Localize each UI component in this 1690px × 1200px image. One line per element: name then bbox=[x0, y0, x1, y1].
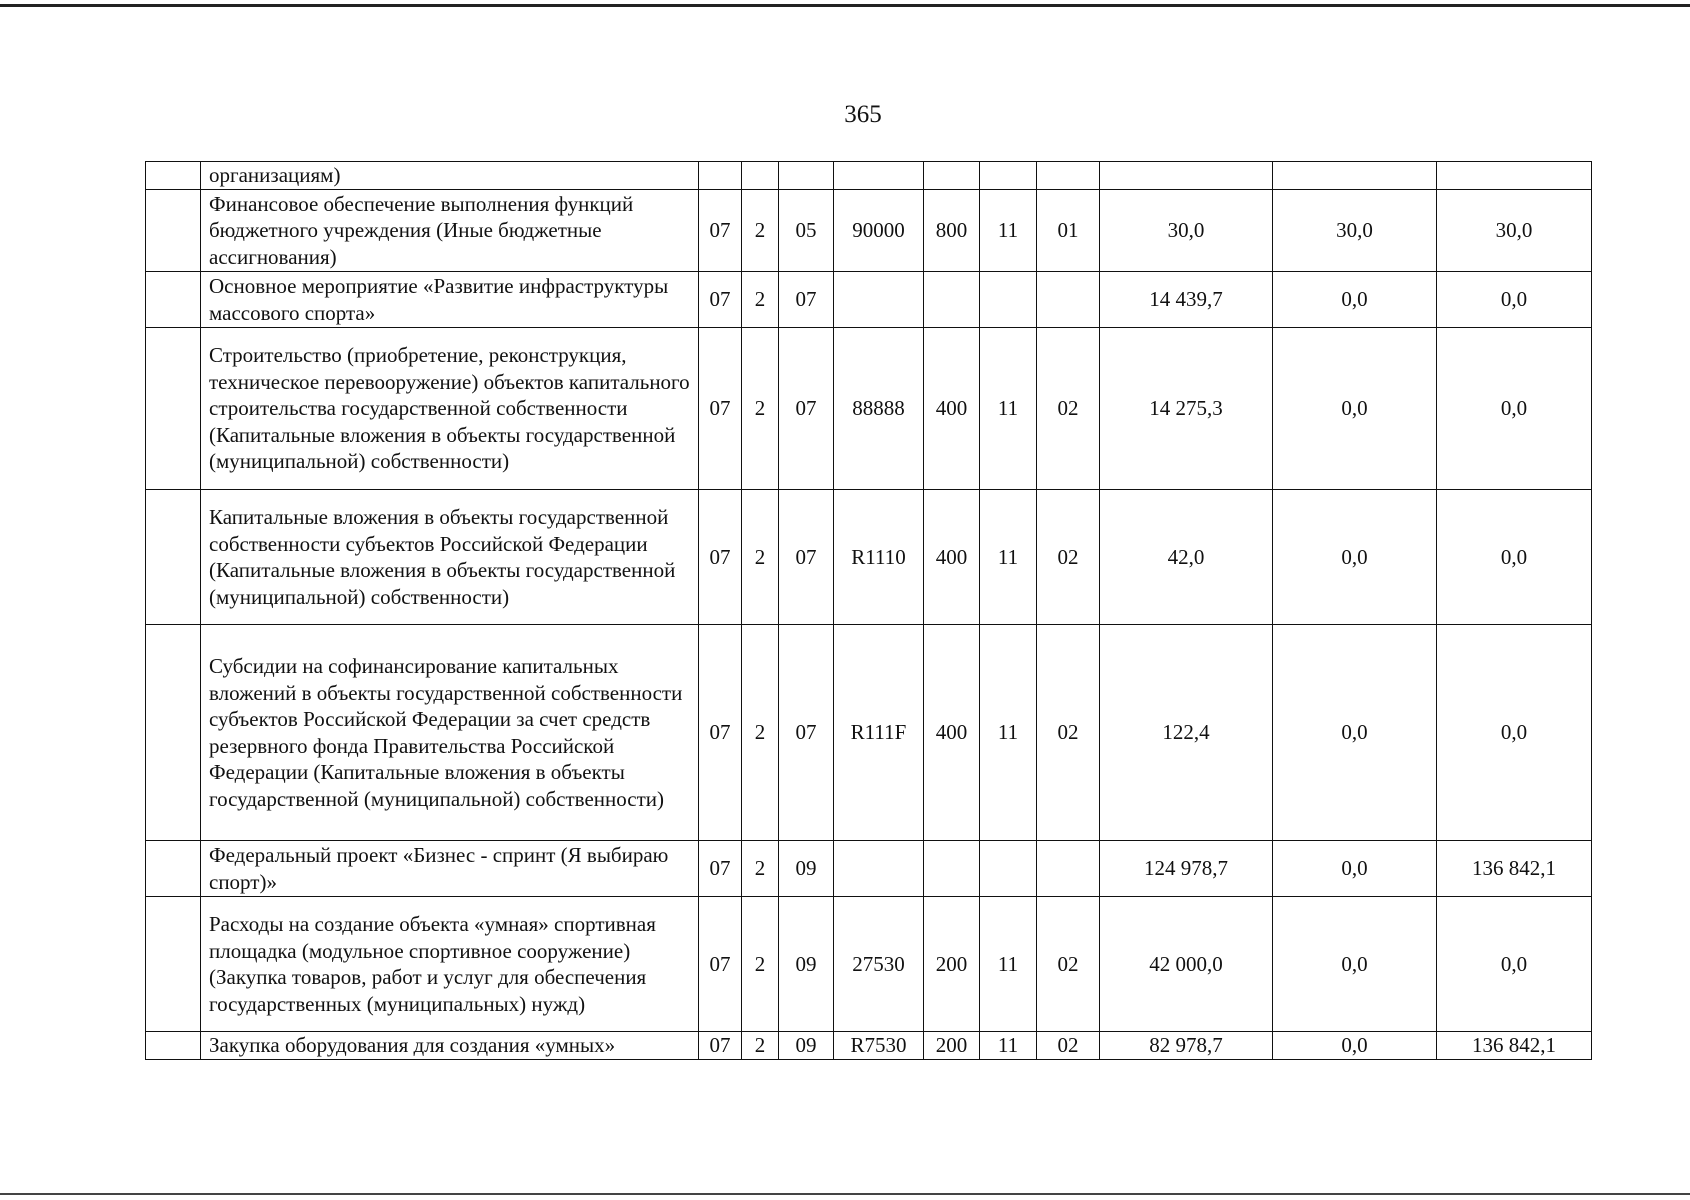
amount-year-3: 136 842,1 bbox=[1437, 841, 1592, 897]
table-row bbox=[146, 490, 1592, 625]
row-index-cell bbox=[146, 272, 201, 328]
bottom-border-line bbox=[0, 1193, 1690, 1195]
item-name: Закупка оборудования для создания «умных» bbox=[201, 1032, 699, 1060]
item-name: организациям) bbox=[201, 162, 699, 190]
classifier-b bbox=[1037, 841, 1100, 897]
subsection-code: 2 bbox=[742, 897, 779, 1032]
group-code: 07 bbox=[779, 625, 834, 841]
row-index-cell bbox=[146, 897, 201, 1032]
group-code: 07 bbox=[779, 328, 834, 490]
amount-year-1: 30,0 bbox=[1100, 190, 1273, 272]
subsection-code: 2 bbox=[742, 190, 779, 272]
row-index-cell bbox=[146, 625, 201, 841]
amount-year-3: 0,0 bbox=[1437, 897, 1592, 1032]
section-code: 07 bbox=[699, 1032, 742, 1060]
expense-type: 200 bbox=[924, 897, 980, 1032]
group-code: 09 bbox=[779, 841, 834, 897]
section-code: 07 bbox=[699, 272, 742, 328]
top-border-line bbox=[0, 4, 1690, 7]
budget-table bbox=[145, 161, 1592, 1060]
amount-year-1: 42,0 bbox=[1100, 490, 1273, 625]
target-code bbox=[834, 162, 924, 190]
amount-year-3: 0,0 bbox=[1437, 328, 1592, 490]
table-row bbox=[146, 190, 1592, 272]
section-code: 07 bbox=[699, 190, 742, 272]
classifier-b: 02 bbox=[1037, 328, 1100, 490]
amount-year-1: 122,4 bbox=[1100, 625, 1273, 841]
amount-year-2: 0,0 bbox=[1273, 490, 1437, 625]
subsection-code: 2 bbox=[742, 272, 779, 328]
expense-type: 400 bbox=[924, 625, 980, 841]
target-code: R1110 bbox=[834, 490, 924, 625]
row-index-cell bbox=[146, 190, 201, 272]
expense-type bbox=[924, 841, 980, 897]
amount-year-3: 0,0 bbox=[1437, 625, 1592, 841]
classifier-a: 11 bbox=[980, 190, 1037, 272]
classifier-b: 02 bbox=[1037, 1032, 1100, 1060]
classifier-b bbox=[1037, 162, 1100, 190]
group-code: 07 bbox=[779, 490, 834, 625]
row-index-cell bbox=[146, 1032, 201, 1060]
expense-type bbox=[924, 272, 980, 328]
subsection-code: 2 bbox=[742, 490, 779, 625]
row-index-cell bbox=[146, 162, 201, 190]
section-code: 07 bbox=[699, 328, 742, 490]
amount-year-2: 30,0 bbox=[1273, 190, 1437, 272]
table-row bbox=[146, 162, 1592, 190]
amount-year-2: 0,0 bbox=[1273, 272, 1437, 328]
classifier-a: 11 bbox=[980, 1032, 1037, 1060]
amount-year-1: 124 978,7 bbox=[1100, 841, 1273, 897]
classifier-a: 11 bbox=[980, 490, 1037, 625]
amount-year-3: 136 842,1 bbox=[1437, 1032, 1592, 1060]
target-code: R111F bbox=[834, 625, 924, 841]
row-index-cell bbox=[146, 328, 201, 490]
classifier-b: 01 bbox=[1037, 190, 1100, 272]
group-code: 05 bbox=[779, 190, 834, 272]
group-code bbox=[779, 162, 834, 190]
section-code: 07 bbox=[699, 490, 742, 625]
classifier-b bbox=[1037, 272, 1100, 328]
subsection-code: 2 bbox=[742, 328, 779, 490]
section-code: 07 bbox=[699, 841, 742, 897]
amount-year-2: 0,0 bbox=[1273, 625, 1437, 841]
table-row bbox=[146, 841, 1592, 897]
group-code: 09 bbox=[779, 897, 834, 1032]
subsection-code: 2 bbox=[742, 1032, 779, 1060]
expense-type bbox=[924, 162, 980, 190]
amount-year-2: 0,0 bbox=[1273, 1032, 1437, 1060]
classifier-b: 02 bbox=[1037, 490, 1100, 625]
expense-type: 400 bbox=[924, 490, 980, 625]
table-row bbox=[146, 897, 1592, 1032]
classifier-a: 11 bbox=[980, 897, 1037, 1032]
classifier-a: 11 bbox=[980, 328, 1037, 490]
row-index-cell bbox=[146, 841, 201, 897]
section-code bbox=[699, 162, 742, 190]
target-code bbox=[834, 272, 924, 328]
amount-year-3: 0,0 bbox=[1437, 272, 1592, 328]
classifier-b: 02 bbox=[1037, 897, 1100, 1032]
expense-type: 200 bbox=[924, 1032, 980, 1060]
table-row bbox=[146, 328, 1592, 490]
amount-year-3 bbox=[1437, 162, 1592, 190]
amount-year-3: 30,0 bbox=[1437, 190, 1592, 272]
classifier-a: 11 bbox=[980, 625, 1037, 841]
item-name: Основное мероприятие «Развитие инфраструктуры массового спорта» bbox=[201, 272, 699, 328]
amount-year-1: 14 439,7 bbox=[1100, 272, 1273, 328]
section-code: 07 bbox=[699, 625, 742, 841]
group-code: 07 bbox=[779, 272, 834, 328]
page-number: 365 bbox=[844, 101, 882, 128]
item-name: Федеральный проект «Бизнес - спринт (Я выбираю спорт)» bbox=[201, 841, 699, 897]
row-index-cell bbox=[146, 490, 201, 625]
amount-year-1: 42 000,0 bbox=[1100, 897, 1273, 1032]
classifier-a bbox=[980, 162, 1037, 190]
target-code: 27530 bbox=[834, 897, 924, 1032]
expense-type: 800 bbox=[924, 190, 980, 272]
target-code: R7530 bbox=[834, 1032, 924, 1060]
amount-year-3: 0,0 bbox=[1437, 490, 1592, 625]
expense-type: 400 bbox=[924, 328, 980, 490]
classifier-b: 02 bbox=[1037, 625, 1100, 841]
target-code: 90000 bbox=[834, 190, 924, 272]
item-name: Финансовое обеспечение выполнения функций бюджетного учреждения (Иные бюджетные ассигнования) bbox=[201, 190, 699, 272]
item-name: Субсидии на софинансирование капитальных вложений в объекты государственной собственности субъектов Российской Федерации за счет средств резервного фонда Правительства Российской Федерации (Капитальные вложения в объекты государственной (муниципальной) собственности) bbox=[201, 625, 699, 841]
group-code: 09 bbox=[779, 1032, 834, 1060]
section-code: 07 bbox=[699, 897, 742, 1032]
subsection-code: 2 bbox=[742, 625, 779, 841]
classifier-a bbox=[980, 272, 1037, 328]
subsection-code bbox=[742, 162, 779, 190]
item-name: Капитальные вложения в объекты государственной собственности субъектов Российской Федерации (Капитальные вложения в объекты государственной (муниципальной) собственности) bbox=[201, 490, 699, 625]
amount-year-1 bbox=[1100, 162, 1273, 190]
target-code bbox=[834, 841, 924, 897]
item-name: Строительство (приобретение, реконструкция, техническое перевооружение) объектов капитального строительства государственной собственности (Капитальные вложения в объекты государственной (муниципальной) собственности) bbox=[201, 328, 699, 490]
table-row bbox=[146, 1032, 1592, 1060]
subsection-code: 2 bbox=[742, 841, 779, 897]
target-code: 88888 bbox=[834, 328, 924, 490]
amount-year-1: 14 275,3 bbox=[1100, 328, 1273, 490]
amount-year-2 bbox=[1273, 162, 1437, 190]
table-row bbox=[146, 625, 1592, 841]
amount-year-1: 82 978,7 bbox=[1100, 1032, 1273, 1060]
item-name: Расходы на создание объекта «умная» спортивная площадка (модульное спортивное сооружение) (Закупка товаров, работ и услуг для обеспечения государственных (муниципальных) нужд) bbox=[201, 897, 699, 1032]
classifier-a bbox=[980, 841, 1037, 897]
amount-year-2: 0,0 bbox=[1273, 328, 1437, 490]
amount-year-2: 0,0 bbox=[1273, 897, 1437, 1032]
table-row bbox=[146, 272, 1592, 328]
amount-year-2: 0,0 bbox=[1273, 841, 1437, 897]
